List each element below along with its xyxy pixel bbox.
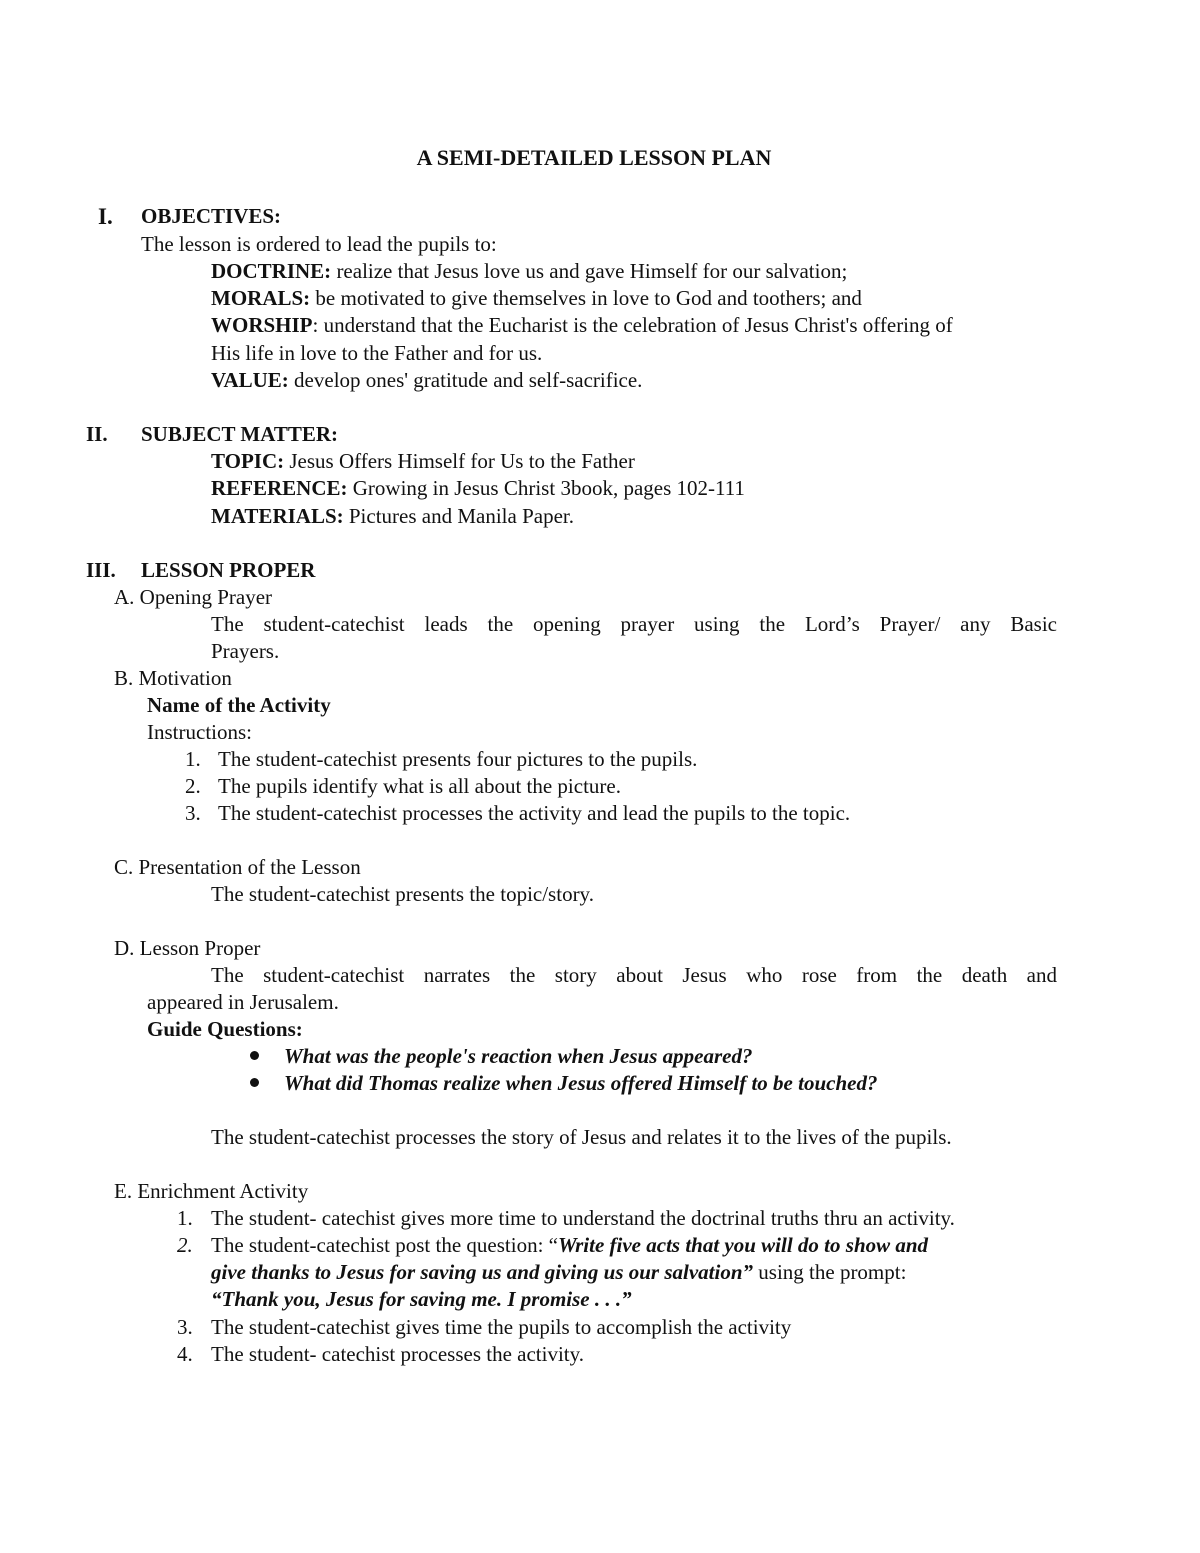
objective-worship-continued: His life in love to the Father and for us. <box>211 341 543 365</box>
section-heading-lesson-proper: LESSON PROPER <box>141 558 316 582</box>
doctrine-label: DOCTRINE: <box>211 259 332 283</box>
list-item-text <box>211 1235 928 1256</box>
lesson-proper-text-continued: appeared in Jerusalem. <box>147 990 339 1014</box>
enrichment-question: Write five acts that you will do to show and <box>558 1233 929 1257</box>
subsection-presentation: C. Presentation of the Lesson <box>114 855 361 879</box>
opening-prayer-text: The student-catechist leads the opening prayer using the Lord’s Prayer/ any Basic <box>211 612 1057 636</box>
section-numeral-2: II. <box>86 422 108 446</box>
topic-text: Jesus Offers Himself for Us to the Father <box>284 449 635 473</box>
enrichment-question-continued: give thanks to Jesus for saving us and giving us our salvation” <box>211 1260 754 1284</box>
subsection-lesson-proper: D. Lesson Proper <box>114 936 261 960</box>
list-item: 3. <box>185 801 201 825</box>
bullet-icon <box>250 1051 259 1060</box>
subsection-opening-prayer: A. Opening Prayer <box>114 585 273 609</box>
objectives-intro: The lesson is ordered to lead the pupils to: <box>141 232 497 256</box>
activity-name: Name of the Activity <box>147 693 331 717</box>
list-item: 1. <box>177 1206 193 1230</box>
worship-label: WORSHIP <box>211 313 313 337</box>
bullet-icon <box>250 1078 259 1087</box>
subject-topic <box>211 451 635 472</box>
materials-label: MATERIALS: <box>211 504 344 528</box>
guide-question: What did Thomas realize when Jesus offered Himself to be touched? <box>284 1071 878 1095</box>
section-numeral-3: III. <box>86 558 116 582</box>
objective-doctrine <box>211 261 847 282</box>
subject-materials <box>211 506 574 527</box>
reference-label: REFERENCE: <box>211 476 348 500</box>
enrichment-question-intro: The student-catechist post the question: “ <box>211 1233 558 1257</box>
page-title: A SEMI-DETAILED LESSON PLAN <box>416 145 772 170</box>
list-item-text-continued <box>211 1262 906 1283</box>
list-item: 1. <box>185 747 201 771</box>
list-item: 3. <box>177 1315 193 1339</box>
list-item: 2. <box>185 774 201 798</box>
reference-text: Growing in Jesus Christ 3book, pages 102-111 <box>347 476 745 500</box>
list-item-text: The pupils identify what is all about the picture. <box>218 774 621 798</box>
section-heading-objectives: OBJECTIVES: <box>141 204 282 228</box>
list-item: 2. <box>177 1233 193 1257</box>
objective-value <box>211 370 642 391</box>
lesson-proper-process: The student-catechist processes the story of Jesus and relates it to the lives of the pupils. <box>211 1125 952 1149</box>
list-item-text: The student- catechist gives more time to understand the doctrinal truths thru an activity. <box>211 1206 955 1230</box>
opening-prayer-text-continued: Prayers. <box>211 639 280 663</box>
subsection-motivation: B. Motivation <box>114 666 232 690</box>
doctrine-text: realize that Jesus love us and gave Himself for our salvation; <box>331 259 848 283</box>
subsection-enrichment: E. Enrichment Activity <box>114 1179 309 1203</box>
guide-question: What was the people's reaction when Jesus appeared? <box>284 1044 753 1068</box>
subject-reference <box>211 478 745 499</box>
morals-label: MORALS: <box>211 286 311 310</box>
objective-morals <box>211 288 862 309</box>
morals-text: be motivated to give themselves in love to God and toothers; and <box>310 286 862 310</box>
section-numeral-1: I. <box>98 204 113 229</box>
lesson-proper-text: The student-catechist narrates the story about Jesus who rose from the death and <box>211 963 1057 987</box>
value-text: develop ones' gratitude and self-sacrifice. <box>288 368 643 392</box>
instructions-label: Instructions: <box>147 720 252 744</box>
materials-text: Pictures and Manila Paper. <box>343 504 574 528</box>
list-item: 4. <box>177 1342 193 1366</box>
enrichment-prompt-intro: using the prompt: <box>753 1260 907 1284</box>
objective-worship <box>211 315 953 336</box>
worship-text: : understand that the Eucharist is the celebration of Jesus Christ's offering of <box>312 313 953 337</box>
enrichment-prompt: “Thank you, Jesus for saving me. I promise . . .” <box>211 1287 632 1311</box>
list-item-text: The student-catechist processes the activity and lead the pupils to the topic. <box>218 801 851 825</box>
topic-label: TOPIC: <box>211 449 285 473</box>
section-heading-subject-matter: SUBJECT MATTER: <box>141 422 339 446</box>
presentation-text: The student-catechist presents the topic/story. <box>211 882 594 906</box>
list-item-text: The student-catechist gives time the pupils to accomplish the activity <box>211 1315 792 1339</box>
list-item-text: The student- catechist processes the activity. <box>211 1342 585 1366</box>
guide-questions-label: Guide Questions: <box>147 1017 303 1041</box>
value-label: VALUE: <box>211 368 289 392</box>
list-item-text: The student-catechist presents four pictures to the pupils. <box>218 747 698 771</box>
